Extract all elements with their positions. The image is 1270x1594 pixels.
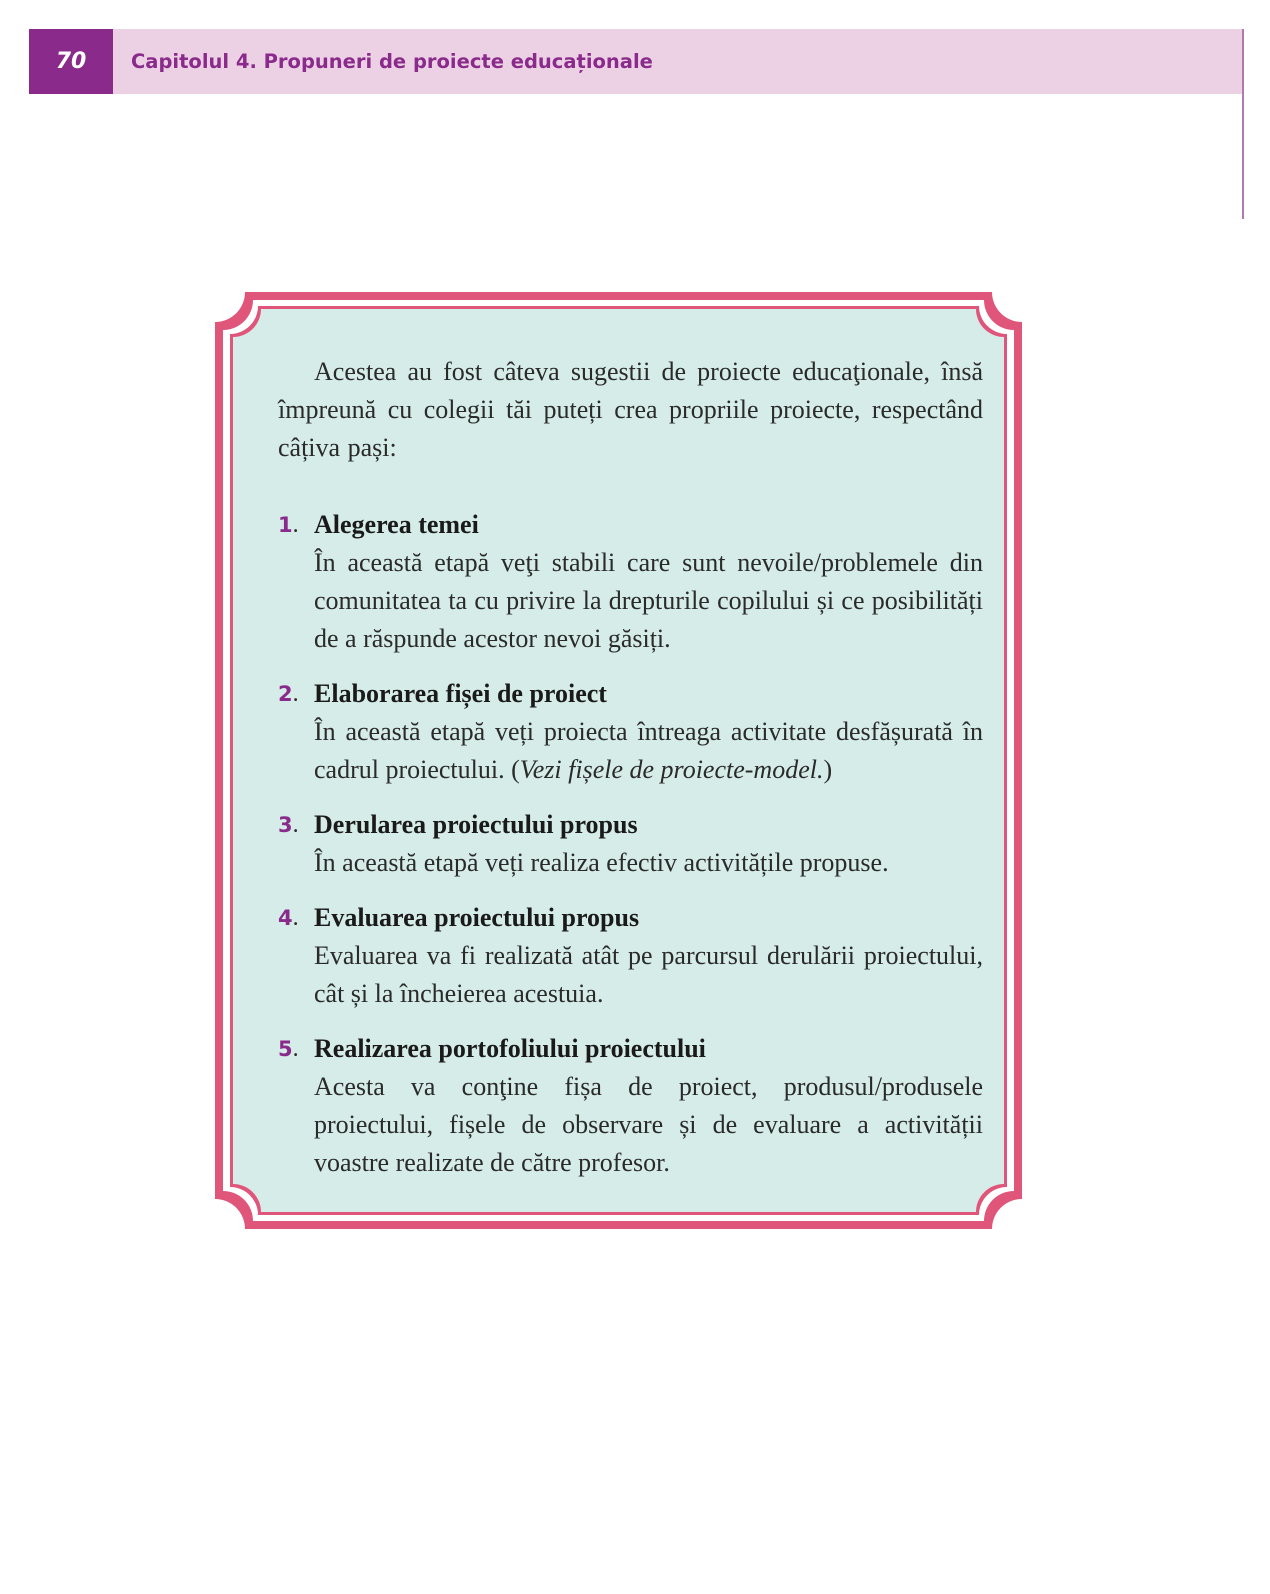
step-text: În această etapă veţi stabili care sunt nevoile/problemele din comunitatea ta cu privire la drepturile copilului și ce posibilități de a răspunde acestor nevoi găsiți. [314, 548, 983, 653]
steps-list [278, 506, 983, 1182]
page-number: 70 [29, 29, 113, 94]
step-title: Elaborarea fișei de proiect [314, 679, 607, 708]
step-number: 4. [278, 905, 299, 931]
step-text: În această etapă veți proiecta întreaga activitate desfășurată în cadrul proiectului. (Vezi fișele de proiecte-model.) [314, 717, 983, 784]
step-text: Evaluarea va fi realizată atât pe parcursul derulării proiectului, cât și la încheierea acestuia. [314, 941, 983, 1008]
intro-paragraph: Acestea au fost câteva sugestii de proiecte educaţionale, însă împreună cu colegii tăi puteți crea propriile proiecte, respectând câțiva pași: [278, 357, 983, 462]
step-number: 5. [278, 1036, 299, 1062]
list-item [278, 1030, 983, 1182]
step-text: În această etapă veți realiza efectiv activitățile propuse. [314, 848, 889, 877]
step-title: Derularea proiectului propus [314, 810, 638, 839]
list-item [278, 806, 983, 882]
list-item [278, 506, 983, 658]
step-title: Alegerea temei [314, 510, 479, 539]
step-text: Acesta va conţine fișa de proiect, produsul/produsele proiectului, fișele de observare și de evaluare a activității voastre realizate de către profesor. [314, 1072, 983, 1177]
step-title: Realizarea portofoliului proiectului [314, 1034, 706, 1063]
step-number: 3. [278, 812, 299, 838]
step-title: Evaluarea proiectului propus [314, 903, 640, 932]
box-content [278, 353, 983, 1199]
step-text-italic: Vezi fișele de proiecte-model. [519, 755, 824, 784]
step-number: 1. [278, 512, 299, 538]
chapter-title: Capitolul 4. Propuneri de proiecte educaționale [131, 50, 653, 73]
step-number: 2. [278, 681, 299, 707]
list-item [278, 675, 983, 789]
list-item [278, 899, 983, 1013]
